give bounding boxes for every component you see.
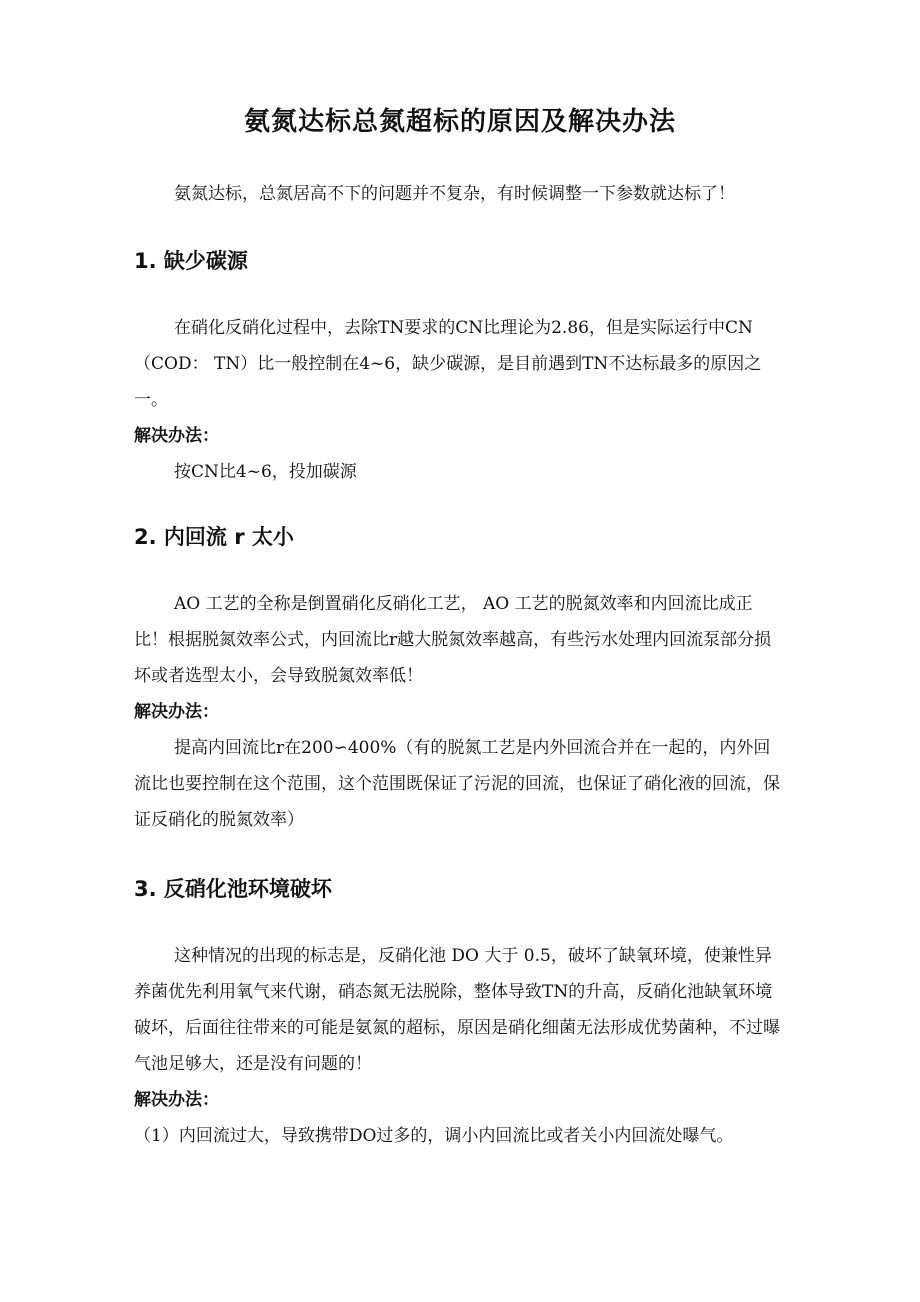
section-2-solution-label: 解决办法： — [134, 702, 219, 722]
document-title: 氨氮达标总氮超标的原因及解决办法 — [243, 107, 676, 137]
section-2-paragraph: AO 工艺的全称是倒置硝化反硝化工艺， AO 工艺的脱氮效率和内回流比成正比！根据脱氮效率公式，内回流比r越大脱氮效率越高，有些污水处理内回流泵部分损坏或者选型太小，会导致脱氮效率低！ — [134, 594, 772, 686]
section-3-solution-item: （1）内回流过大，导致携带DO过多的，调小内回流比或者关小内回流处曝气。 — [134, 1126, 734, 1146]
section-3-paragraph: 这种情况的出现的标志是，反硝化池 DO 大于 0.5，破坏了缺氧环境，使兼性异养菌优先利用氧气来代谢，硝态氮无法脱除，整体导致TN的升高，反硝化池缺氧环境破坏，后面往往带来的可能是氨氮的超标，原因是硝化细菌无法形成优势菌种，不过曝气池足够大，还是没有问题的！ — [134, 946, 780, 1074]
section-2-heading: 2. 内回流 r 太小 — [134, 525, 294, 549]
section-2-solution: 提高内回流比r在200∽400%（有的脱氮工艺是内外回流合并在一起的，内外回流比也要控制在这个范围，这个范围既保证了污泥的回流，也保证了硝化液的回流，保证反硝化的脱氮效率） — [134, 738, 780, 830]
section-1-paragraph: 在硝化反硝化过程中，去除TN要求的CN比理论为2.86，但是实际运行中CN（COD： TN）比一般控制在4~6，缺少碳源，是目前遇到TN不达标最多的原因之一。 — [134, 318, 762, 410]
intro-paragraph: 氨氮达标，总氮居高不下的问题并不复杂，有时候调整一下参数就达标了！ — [174, 184, 735, 204]
section-1-solution: 按CN比4~6，投加碳源 — [174, 462, 357, 482]
section-3-heading: 3. 反硝化池环境破坏 — [134, 877, 332, 901]
section-3-solution-label: 解决办法： — [134, 1090, 219, 1110]
section-1-heading: 1. 缺少碳源 — [134, 249, 248, 273]
section-1-solution-label: 解决办法： — [134, 426, 219, 446]
